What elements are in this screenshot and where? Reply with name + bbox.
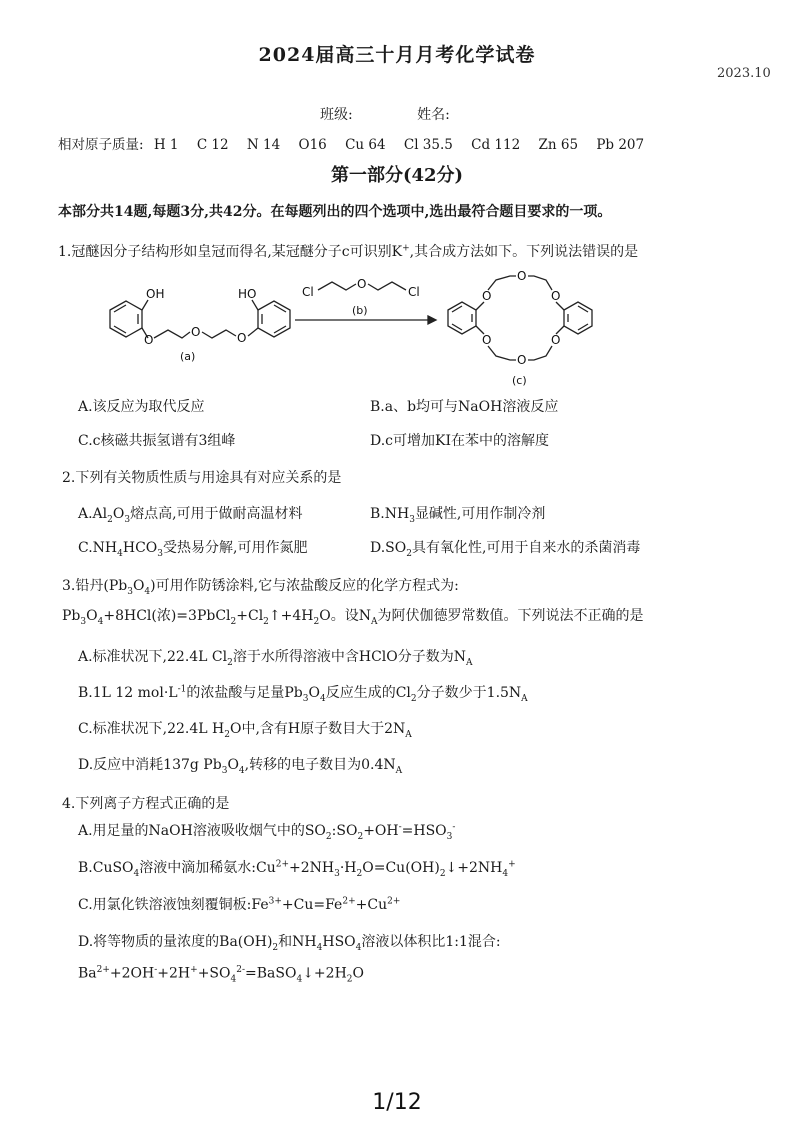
- label-a: (a): [180, 350, 196, 363]
- q4-stem: 4.下列离子方程式正确的是: [62, 796, 230, 812]
- exam-title: 2024届高三十月月考化学试卷: [258, 44, 536, 66]
- atomic-mass-item: N 14: [246, 137, 281, 153]
- exam-date: 2023.10: [717, 66, 771, 81]
- q3-option-b: B.1L 12 $mol\cdot L^{-1}$的浓盐酸与足量$Pb_3O_4$反应生成的$Cl_2$分子数少于$1.5N_A$: [78, 684, 528, 704]
- atom-o: O: [357, 277, 367, 291]
- atomic-mass-item: C 12: [196, 137, 229, 153]
- atomic-mass-item: Cu 64: [345, 137, 386, 153]
- atom-oh: OH: [146, 287, 165, 301]
- name-label: 姓名:: [417, 107, 450, 123]
- atom-o: O: [482, 333, 492, 347]
- q4-option-d-equation: $Ba^{2+}+2OH^-+2H^++SO_4^{2-}=BaSO_4↓+2H_2O$: [78, 965, 364, 985]
- atom-o: O: [551, 289, 561, 303]
- q1-option-d: D.c可增加KI在苯中的溶解度: [370, 433, 550, 449]
- q4-option-c: C.用氯化铁溶液蚀刻覆铜板$:Fe^{3+}+Cu=Fe^{2+}+Cu^{2+}$: [78, 896, 401, 913]
- atomic-masses-label: 相对原子质量:: [58, 137, 144, 153]
- q4-option-a: A.用足量的NaOH溶液吸收烟气中的$SO_2:SO_2+OH^-=HSO_3^-$: [78, 822, 456, 842]
- class-name-line: [320, 104, 450, 124]
- q1-option-a: A.该反应为取代反应: [78, 399, 205, 415]
- atom-o: O: [237, 331, 247, 345]
- atom-cl: Cl: [408, 285, 420, 299]
- atomic-mass-item: Zn 65: [538, 137, 579, 153]
- part-instruction: 本部分共14题,每题3分,共42分。在每题列出的四个选项中,选出最符合题目要求的一项。: [58, 204, 612, 220]
- q1-option-c: C.c核磁共振氢谱有3组峰: [78, 433, 236, 449]
- atom-cl: Cl: [302, 285, 314, 299]
- atomic-mass-item: H 1: [153, 137, 179, 153]
- benzene-ring-right: [258, 301, 290, 337]
- q1-stem: 1.冠醚因分子结构形如皇冠而得名,某冠醚分子c可识别K+,其合成方法如下。下列说法错误的是: [58, 243, 639, 260]
- atom-o: O: [191, 325, 201, 339]
- q3-option-d: D.反应中消耗137g $Pb_3O_4$,转移的电子数目为$0.4N_A$: [78, 757, 403, 776]
- atom-o: O: [482, 289, 492, 303]
- atomic-mass-item: Cl 35.5: [403, 137, 453, 153]
- q3-option-a: A.标准状况下,22.4L $Cl_2$溶于水所得溶液中含HClO分子数为$N_A$: [78, 649, 473, 668]
- atomic-mass-item: Cd 112: [471, 137, 521, 153]
- part-title: 第一部分(42分): [330, 165, 464, 186]
- q3-equation: $Pb_3O_4+8HCl$(浓)$=3PbCl_2+Cl_2↑+4H_2O$。设$N_A$为阿伏伽德罗常数值。下列说法不正确的是: [62, 608, 644, 627]
- q2-option-b: $B.NH_3$显碱性,可用作制冷剂: [370, 506, 546, 525]
- q3-stem: 3.铅丹$(Pb_3O_4)$可用作防锈涂料,它与浓盐酸反应的化学方程式为:: [62, 578, 459, 597]
- q1-option-b: B.a、b均可与NaOH溶液反应: [370, 399, 559, 415]
- atom-o: O: [517, 269, 527, 283]
- atom-ho: HO: [238, 287, 257, 301]
- q2-stem: 2.下列有关物质性质与用途具有对应关系的是: [62, 470, 342, 486]
- page-number: 1/12: [372, 1090, 422, 1115]
- q2-option-a: $A.Al_2O_3$熔点高,可用于做耐高温材料: [78, 506, 303, 525]
- label-b: (b): [352, 304, 368, 317]
- q1-reaction-figure: [90, 268, 630, 390]
- q4-option-d: D.将等物质的量浓度的$Ba(OH)_2$和$NH_4HSO_4$溶液以体积比1:1混合:: [78, 934, 501, 953]
- label-c: (c): [512, 374, 527, 387]
- class-label: 班级:: [320, 107, 353, 123]
- atomic-masses: [58, 133, 658, 153]
- atomic-mass-item: O16: [298, 137, 327, 153]
- q3-option-c: C.标准状况下,22.4L $H_2O$中,含有H原子数目大于$2N_A$: [78, 721, 412, 740]
- q4-option-b: B.CuSO$_4$溶液中滴加稀氨水$:Cu^{2+}+2NH_3\cdot H_2O=Cu(OH)_2↓+2NH_4^+$: [78, 859, 516, 879]
- q2-option-d: $D.SO_2$具有氧化性,可用于自来水的杀菌消毒: [370, 540, 641, 559]
- q2-option-c: $C.NH_4HCO_3$受热易分解,可用作氮肥: [78, 540, 308, 559]
- benzene-ring-left: [110, 301, 142, 337]
- atom-o: O: [517, 353, 527, 367]
- atom-o: O: [551, 333, 561, 347]
- atom-o: O: [144, 333, 154, 347]
- atomic-mass-item: Pb 207: [596, 137, 645, 153]
